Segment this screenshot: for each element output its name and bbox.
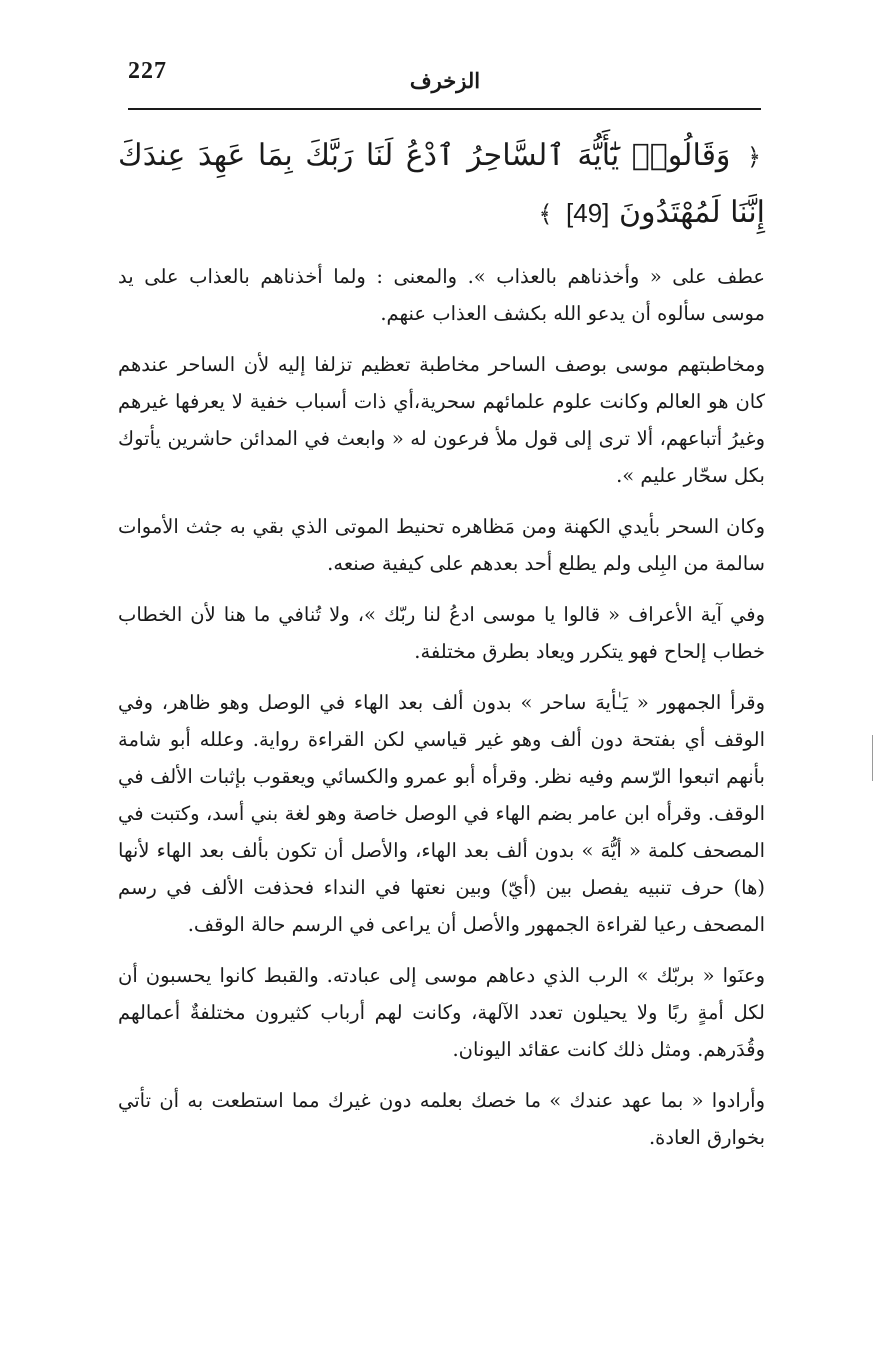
header-rule [128,108,761,110]
paragraph-your-lord: وعنَوا « بربّك » الرب الذي دعاهم موسى إلى عبادته. والقبط كانوا يحسبون أن لكل أمةٍ ربًا ولا يحيلون تعدد الآلهة، وكانت لهم أرباب كثيرون مختلفةٌ أعمالهم وقُدَرهم. ومثل ذلك كانت عقائد اليونان. [118,964,765,1061]
verse-close-ornament: ﴾ [538,200,553,228]
running-title: الزخرف [409,68,481,93]
quran-verse [118,128,765,242]
page-body [118,128,765,1170]
page-number: 227 [128,58,167,84]
verse-number: [49] [566,198,610,228]
paragraph-conjunction: عطف على « وأخذناهم بالعذاب ». والمعنى : ولما أخذناهم بالعذاب على يد موسى سألوه أن يدعو الله بكشف العذاب عنهم. [118,265,765,325]
margin-mark [872,735,873,781]
paragraph-covenant: وأرادوا « بما عهد عندك » ما خصك بعلمه دون غيرك مما استطعت به أن تأتي بخوارق العادة. [118,1089,765,1149]
paragraph-readings: وقرأ الجمهور « يَـٰأيهَ ساحر » بدون ألف بعد الهاء في الوصل وهو ظاهر، وفي الوقف أي بفتحة دون ألف وهو غير قياسي لكن القراءة رواية. وعلله أبو شامة بأنهم اتبعوا الرّسم وفيه نظر. وقرأه أبو عمرو والكسائي ويعقوب بإثبات الألف في الوقف. وقرأه ابن عامر بضم الهاء في الوصل خاصة وهو لغة بني أسد، وكتبت في المصحف كلمة « أيُّهَ » بدون ألف بعد الهاء، والأصل أن تكون بألف بعد الهاء لأنها (ها) حرف تنبيه يفصل بين (أيّ) وبين نعتها في النداء فحذفت الألف في رسم المصحف رعيا لقراءة الجمهور والأصل أن يراعى في الرسم حالة الوقف. [118,691,765,936]
verse-text: وَقَالُوا۟ يَٰٓأَيُّهَ ٱلسَّاحِرُ ٱدْعُ لَنَا رَبَّكَ بِمَا عَهِدَ عِندَكَ إِنَّنَا لَمُهْتَدُونَ [118,138,765,230]
paragraph-sorcerer-address: ومخاطبتهم موسى بوصف الساحر مخاطبة تعظيم تزلفا إليه لأن الساحر عندهم كان هو العالم وكانت علوم علمائهم سحرية،أي ذات أسباب خفية لا يعرفها غيرهم وغيرُ أتباعهم، ألا ترى إلى قول ملأ فرعون له « وابعث في المدائن حاشرين يأتوك بكل سحّار عليم ». [118,353,765,487]
verse-open-ornament: ﴿ [746,143,761,171]
paragraph-araf-verse: وفي آية الأعراف « قالوا يا موسى ادعُ لنا ربّك »، ولا تُنافي ما هنا لأن الخطاب خطاب إلحاح فهو يتكرر ويعاد بطرق مختلفة. [118,603,765,663]
paragraph-priests-mummification: وكان السحر بأيدي الكهنة ومن مَظاهره تحنيط الموتى الذي بقي به جثث الأموات سالمة من البِلى ولم يطلع أحد بعدهم على كيفية صنعه. [118,515,765,575]
